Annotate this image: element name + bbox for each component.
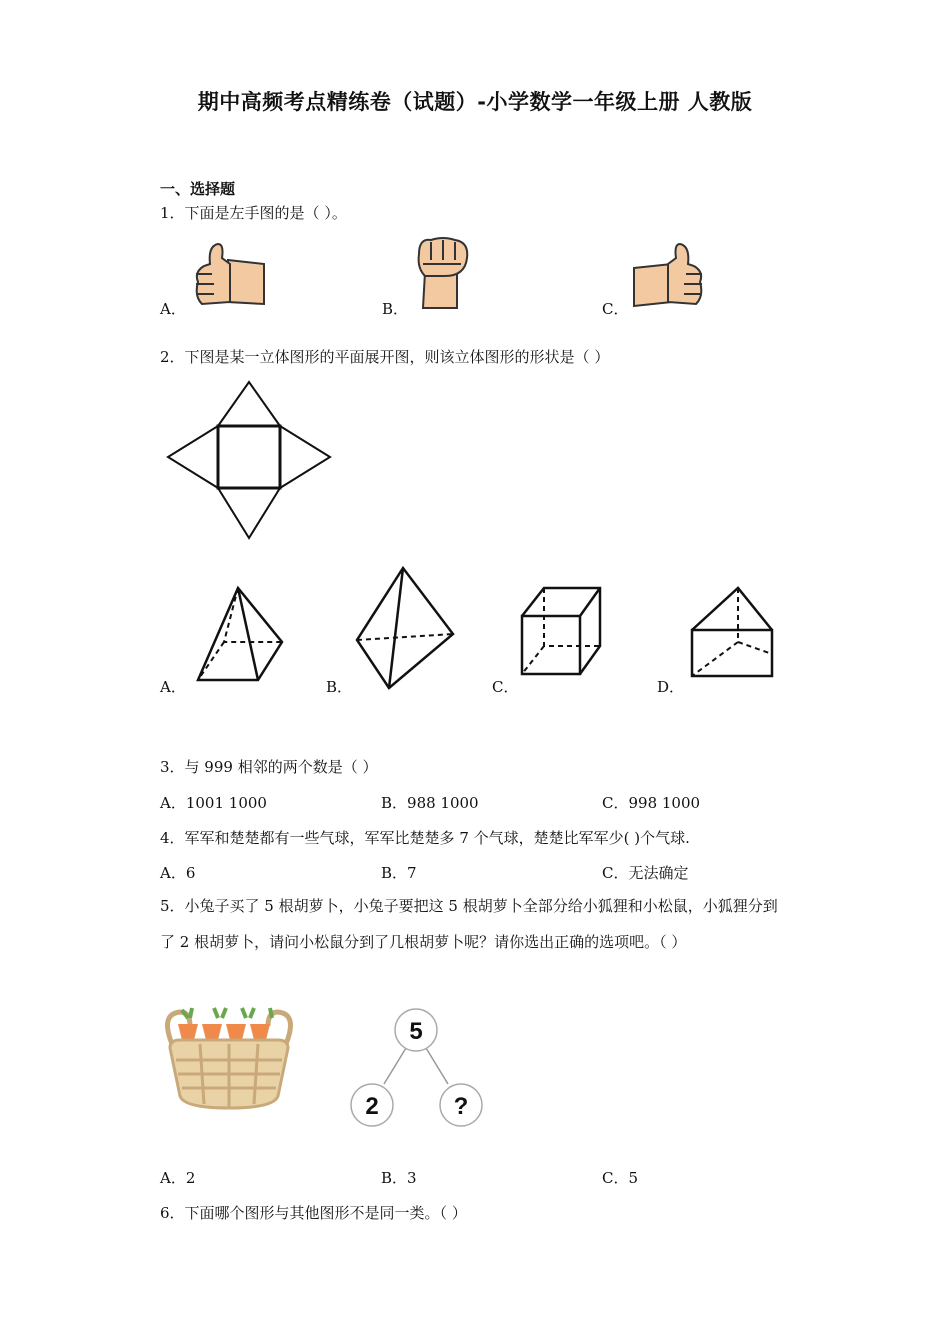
q3-option-b: B．988 1000 xyxy=(381,794,479,812)
question-3-stem: 3．与 999 相邻的两个数是（ ） xyxy=(160,758,378,776)
q1-option-b-label: B． xyxy=(382,300,409,318)
number-bond-diagram xyxy=(350,1008,490,1132)
q3-option-c: C．998 1000 xyxy=(602,794,701,812)
q4-option-b: B．7 xyxy=(381,864,417,882)
cube-icon xyxy=(520,586,604,678)
question-2-stem: 2．下图是某一立体图形的平面展开图，则该立体图形的形状是（ ） xyxy=(160,348,610,366)
question-1-stem: 1．下面是左手图的是（ ）。 xyxy=(160,204,347,222)
question-5-stem: 5．小兔子买了 5 根胡萝卜，小兔子要把这 5 根胡萝卜全部分给小狐狸和小松鼠，小狐狸分到了 2 根胡萝卜，请问小松鼠分到了几根胡萝卜呢？请你选出正确的选项吧。（ ） xyxy=(160,897,778,951)
bond-right-number: ? xyxy=(453,1093,469,1120)
carrot-basket-icon xyxy=(160,1004,298,1112)
triangular-prism-icon xyxy=(690,586,776,680)
q2-option-d-label: D． xyxy=(657,678,685,696)
q1-option-a-label: A． xyxy=(160,300,186,318)
q2-option-b-label: B． xyxy=(326,678,353,696)
q4-option-a: A．6 xyxy=(160,864,196,882)
q4-option-c: C．无法确定 xyxy=(602,864,689,882)
q2-option-c-label: C． xyxy=(492,678,519,696)
q2-option-a-label: A． xyxy=(160,678,186,696)
pyramid-net-icon xyxy=(166,380,332,540)
thumbs-up-right-icon xyxy=(190,238,270,310)
triangular-pyramid-icon xyxy=(355,566,455,690)
thumbs-up-left-icon xyxy=(632,240,708,310)
q5-option-c: C．5 xyxy=(602,1169,639,1187)
page-title: 期中高频考点精练卷（试题）-小学数学一年级上册 人教版 xyxy=(197,90,753,114)
square-pyramid-icon xyxy=(196,586,286,684)
q1-option-c-label: C． xyxy=(602,300,629,318)
q5-option-b: B．3 xyxy=(381,1169,417,1187)
bond-top-number: 5 xyxy=(409,1018,423,1045)
question-4-stem: 4．军军和楚楚都有一些气球，军军比楚楚多 7 个气球，楚楚比军军少( )个气球. xyxy=(160,829,690,847)
q3-option-a: A．1001 1000 xyxy=(160,794,267,812)
q5-option-a: A．2 xyxy=(160,1169,196,1187)
question-6-stem: 6．下面哪个图形与其他图形不是同一类。（ ） xyxy=(160,1204,467,1222)
section-heading: 一、选择题 xyxy=(160,180,236,198)
bond-left-number: 2 xyxy=(365,1093,379,1120)
fist-icon xyxy=(415,236,471,310)
